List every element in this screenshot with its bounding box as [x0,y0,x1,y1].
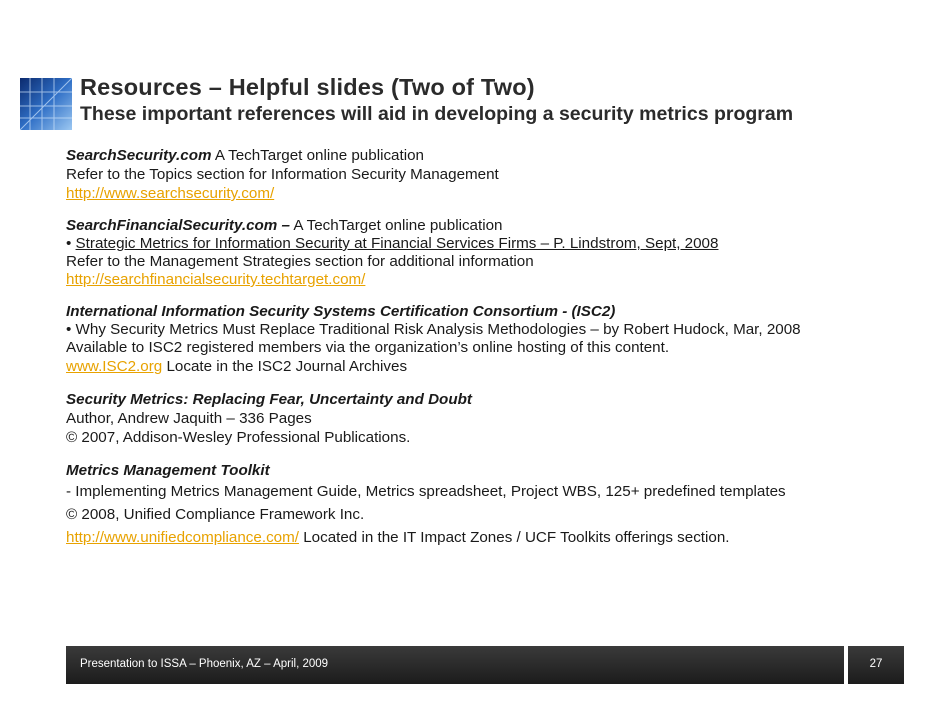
resource-5-name: Metrics Management Toolkit [66,462,270,479]
resource-2-desc: A TechTarget online publication [289,217,503,234]
resource-1-heading [66,146,926,165]
resource-5-heading [66,461,926,480]
resource-list [66,146,926,549]
resource-3-article: • Why Security Metrics Must Replace Traditional Risk Analysis Methodologies – by Robert Hudock, Mar, 2008 [66,321,801,338]
resource-5-contents: - Implementing Metrics Management Guide, Metrics spreadsheet, Project WBS, 125+ predefined templates [66,483,786,500]
resource-1-link[interactable]: http://www.searchsecurity.com/ [66,185,275,202]
resource-3-name: International Information Security Systems Certification Consortium - (ISC2) [66,303,616,320]
resource-2-link[interactable]: http://searchfinancialsecurity.techtarget.com/ [66,271,366,288]
resource-3-detail: Available to ISC2 registered members via the organization’s online hosting of this content. [66,339,670,356]
resource-2-bullet: • [66,235,76,252]
resource-1-detail: Refer to the Topics section for Information Security Management [66,166,499,183]
resource-4-heading [66,390,926,409]
resource-5-link[interactable]: http://www.unifiedcompliance.com/ [66,529,299,546]
footer-text: Presentation to ISSA – Phoenix, AZ – April, 2009 [80,658,329,670]
resource-2-url-row [66,271,926,289]
resource-3-link[interactable]: www.ISC2.org [66,358,163,375]
resource-1-url-row [66,184,926,203]
resource-3-url-row [66,357,926,376]
resource-3-heading [66,303,926,321]
page-subtitle: These important references will aid in developing a security metrics program [80,103,794,125]
resource-4-name: Security Metrics: Replacing Fear, Uncertainty and Doubt [66,391,472,408]
resource-5-url-row [66,526,926,549]
resource-1-name: SearchSecurity.com [66,147,212,164]
resource-5-note: Located in the IT Impact Zones / UCF Toolkits offerings section. [298,529,730,546]
resource-4-author: Author, Andrew Jaquith – 336 Pages [66,410,312,427]
footer-bar [66,646,844,684]
resource-5-copyright: © 2008, Unified Compliance Framework Inc. [66,506,365,523]
resource-2-article-link[interactable]: Strategic Metrics for Information Security at Financial Services Firms – P. Lindstrom, Sept, 2008 [75,235,719,252]
page-number: 27 [869,658,883,670]
page-title: Resources – Helpful slides (Two of Two) [80,74,535,100]
resource-2-heading [66,217,926,235]
logo-icon [20,78,72,130]
page-number-box [848,646,904,684]
resource-4-copyright: © 2007, Addison-Wesley Professional Publications. [66,429,411,446]
resource-2-name: SearchFinancialSecurity.com – [66,217,290,234]
resource-2-detail: Refer to the Management Strategies section for additional information [66,253,534,270]
resource-2-article-row [66,235,926,253]
resource-3-note: Locate in the ISC2 Journal Archives [162,358,408,375]
resource-1-desc: A TechTarget online publication [211,147,424,164]
